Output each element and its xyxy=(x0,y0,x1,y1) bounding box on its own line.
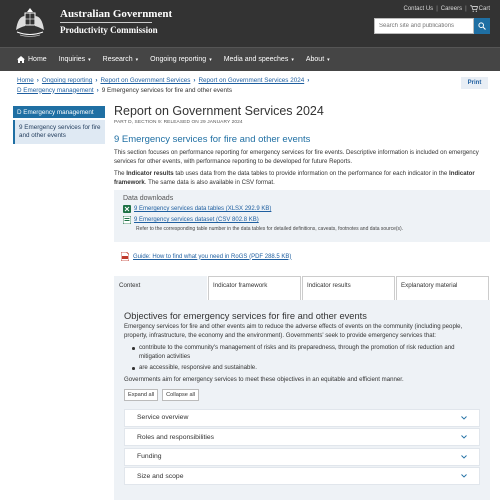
chevron-down-icon xyxy=(461,416,467,420)
accordion-roles-responsibilities[interactable]: Roles and responsibilities xyxy=(124,428,480,446)
downloads-heading: Data downloads xyxy=(123,195,174,202)
context-accordion xyxy=(124,409,480,486)
section-sidebar xyxy=(13,106,105,144)
chevron-down-icon: ▾ xyxy=(88,56,91,63)
objectives-text: Emergency services for fire and other events aim to reduce the adverse effects of events on the community (including people, property, infrastructure, the economy and the environment). Governments' seek to provide emergency services that: xyxy=(124,323,463,339)
search-input[interactable] xyxy=(374,18,474,34)
guide-link-row xyxy=(121,252,291,261)
breadcrumb-emergency-management[interactable]: D Emergency management xyxy=(17,86,94,94)
contact-link[interactable]: Contact Us xyxy=(403,5,434,12)
tab-context[interactable]: Context xyxy=(114,276,207,300)
nav-about[interactable]: About ▾ xyxy=(305,56,330,63)
chevron-down-icon xyxy=(461,455,467,459)
chevron-right-icon: › xyxy=(95,77,98,84)
list-item: are accessible, responsive and sustainable. xyxy=(134,364,480,373)
coat-of-arms-icon xyxy=(12,6,48,38)
list-item: contribute to the community's management of risks and its preparedness, through the promotion of risk reduction and mitigation activities xyxy=(134,344,480,361)
print-button[interactable]: Print xyxy=(461,77,488,89)
cart-link[interactable]: Cart xyxy=(470,5,490,12)
tab-note: The Indicator results tab uses data from the data tables to provide information on the performance for each indicator in the Indicator framework. The same data is also available in CSV format. xyxy=(114,170,475,186)
collapse-all-button[interactable]: Collapse all xyxy=(162,389,199,401)
nav-ongoing-reporting[interactable]: Ongoing reporting ▾ xyxy=(150,56,212,63)
breadcrumb-rogs-2024[interactable]: Report on Government Services 2024 xyxy=(198,77,305,84)
gov-title: Australian Government xyxy=(60,8,173,20)
nav-media-speeches[interactable]: Media and speeches ▾ xyxy=(223,56,294,63)
pdf-icon xyxy=(121,252,129,261)
breadcrumb-home[interactable]: Home xyxy=(17,77,34,84)
tab-indicator-results[interactable]: Indicator results xyxy=(302,276,395,300)
utility-links: Contact Us | Careers | Cart xyxy=(403,5,490,13)
site-header xyxy=(0,0,500,47)
commission-name: Productivity Commission xyxy=(60,25,158,35)
cart-icon xyxy=(470,5,478,12)
accordion-size-scope[interactable]: Size and scope xyxy=(124,467,480,485)
main-nav xyxy=(0,47,500,71)
site-search xyxy=(374,18,490,34)
guide-pdf-link[interactable]: Guide: How to find what you need in RoGS (PDF 288.5 KB) xyxy=(133,253,292,260)
accordion-funding[interactable]: Funding xyxy=(124,448,480,466)
chevron-right-icon: › xyxy=(36,77,39,84)
chevron-down-icon xyxy=(461,435,467,439)
chevron-down-icon: ▾ xyxy=(209,56,212,63)
content-tabs xyxy=(114,276,490,300)
section-title: 9 Emergency services for fire and other events xyxy=(114,134,311,145)
nav-home[interactable]: Home xyxy=(17,56,47,63)
sidebar-item-current[interactable]: 9 Emergency services for fire and other events xyxy=(13,120,105,144)
chevron-right-icon: › xyxy=(307,77,310,84)
careers-link[interactable]: Careers xyxy=(440,5,463,12)
csv-download-link[interactable]: 9 Emergency services dataset (CSV 802.8 KB) xyxy=(134,217,259,223)
intro-text: This section focuses on performance reporting for emergency services for fire events. Descriptive information is included on emergency services for other events, with performance reporting to be developed for future Reports. xyxy=(114,149,479,165)
breadcrumb-current: 9 Emergency services for fire and other events xyxy=(101,86,232,94)
context-panel xyxy=(114,300,490,500)
breadcrumb xyxy=(17,76,417,95)
tab-explanatory-material[interactable]: Explanatory material xyxy=(396,276,489,300)
chevron-right-icon: › xyxy=(96,86,99,94)
data-downloads xyxy=(114,190,490,242)
xlsx-download-link[interactable]: 9 Emergency services data tables (XLSX 292.9 KB) xyxy=(134,206,272,212)
breadcrumb-rogs[interactable]: Report on Government Services xyxy=(100,77,191,84)
chevron-down-icon: ▾ xyxy=(291,56,294,63)
nav-inquiries[interactable]: Inquiries ▾ xyxy=(58,56,91,63)
objectives-closing: Governments aim for emergency services to meet these objectives in an equitable and efficient manner. xyxy=(124,375,404,383)
objectives-list xyxy=(134,344,480,373)
main-content xyxy=(114,104,490,187)
home-icon xyxy=(17,56,25,63)
chevron-down-icon: ▾ xyxy=(327,56,330,63)
csv-icon xyxy=(123,216,131,224)
page-title: Report on Government Services 2024 xyxy=(114,104,324,118)
nav-research[interactable]: Research ▾ xyxy=(102,56,139,63)
expand-all-button[interactable]: Expand all xyxy=(124,389,158,401)
chevron-right-icon: › xyxy=(193,77,196,84)
downloads-note: Refer to the corresponding table number in the data tables for detailed definitions, caveats, footnotes and data source(s). xyxy=(136,226,404,232)
site-logo[interactable] xyxy=(12,6,172,38)
search-button[interactable] xyxy=(474,18,490,34)
objectives-heading: Objectives for emergency services for fire and other events xyxy=(124,311,367,321)
accordion-service-overview[interactable]: Service overview xyxy=(124,409,480,427)
sidebar-parent-link[interactable]: D Emergency management xyxy=(13,106,105,118)
breadcrumb-ongoing-reporting[interactable]: Ongoing reporting xyxy=(41,77,93,84)
tab-indicator-framework[interactable]: Indicator framework xyxy=(208,276,301,300)
excel-icon xyxy=(123,205,131,213)
chevron-down-icon xyxy=(461,474,467,478)
release-info: PART D, SECTION 9: RELEASED ON 29 JANUARY 2024 xyxy=(114,120,243,125)
chevron-down-icon: ▾ xyxy=(135,56,139,63)
search-icon xyxy=(478,22,486,30)
